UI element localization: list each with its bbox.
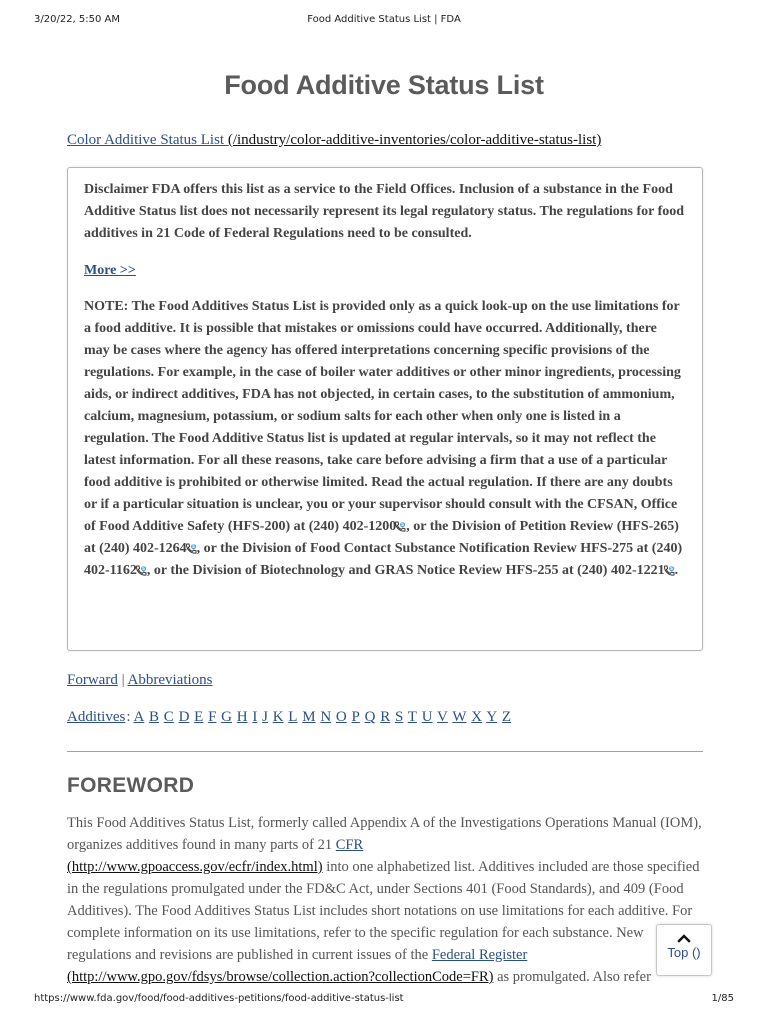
letter-link[interactable]: I — [252, 709, 258, 725]
letter-link[interactable]: N — [320, 709, 332, 725]
letter-link[interactable]: C — [163, 709, 174, 725]
letter-link[interactable]: R — [380, 709, 391, 725]
phone-petition-review: (240) 402-1264 — [99, 541, 187, 556]
note-text: , or the Division of Petition Review (HFS-265) at — [84, 519, 679, 556]
letter-link[interactable]: T — [407, 709, 417, 725]
print-url: https://www.fda.gov/food/food-additives-petitions/food-additive-status-list — [34, 993, 404, 1004]
forward-abbreviations-nav — [67, 672, 213, 689]
additives-link[interactable]: Additives — [67, 709, 126, 725]
foreword-paragraph — [67, 812, 707, 988]
phone-ofas: (240) 402-1200 — [308, 519, 397, 534]
phone-icon[interactable] — [663, 565, 675, 577]
letter-link[interactable]: H — [236, 709, 248, 725]
letter-link[interactable]: K — [272, 709, 284, 725]
nav-separator: | — [117, 672, 128, 688]
letter-link[interactable]: Z — [501, 709, 512, 725]
letter-link[interactable]: B — [149, 709, 160, 725]
letter-link[interactable]: E — [194, 709, 204, 725]
print-page-number: 1/85 — [711, 993, 734, 1004]
svg-text:S: S — [401, 522, 405, 528]
letter-links — [133, 709, 512, 725]
letter-link[interactable]: M — [302, 709, 316, 725]
phone-fcs-review: (240) 402-1162 — [84, 541, 683, 578]
color-additive-url-link[interactable]: (/industry/color-additive-inventories/color-additive-status-list) — [227, 132, 602, 148]
more-paragraph — [84, 260, 686, 282]
alphabet-colon: : — [126, 709, 134, 725]
back-to-top-label: Top () — [667, 945, 701, 960]
foreword-heading: FOREWORD — [67, 774, 195, 797]
back-to-top-button[interactable] — [656, 924, 712, 976]
letter-link[interactable]: A — [133, 709, 145, 725]
disclaimer-text: Disclaimer FDA offers this list as a service to the Field Offices. Inclusion of a substance in the Food Additive Status list does not necessarily represent its legal regulatory status. The regulations for food additives in 21 Code of Federal Regulations need to be consulted. — [84, 182, 685, 241]
disclaimer-box — [67, 167, 703, 651]
cfr-url-link[interactable]: (http://www.gpoaccess.gov/ecfr/index.html) — [67, 859, 323, 875]
alphabet-index — [67, 709, 512, 726]
phone-icon[interactable] — [394, 521, 406, 533]
page-title: Food Additive Status List — [224, 70, 544, 100]
abbreviations-link[interactable]: Abbreviations — [127, 672, 213, 688]
chevron-up-icon — [677, 933, 691, 943]
letter-link[interactable]: X — [471, 709, 483, 725]
letter-link[interactable]: F — [208, 709, 217, 725]
section-divider — [67, 751, 703, 752]
letter-link[interactable]: G — [221, 709, 233, 725]
note-text: , or the Division of Food Contact Substance Notification Review HFS-275 at — [196, 541, 652, 556]
svg-text:S: S — [669, 566, 673, 572]
federal-register-url-link[interactable]: (http://www.gpo.gov/fdsys/browse/collection.action?collectionCode=FR) — [67, 969, 494, 985]
letter-link[interactable]: Q — [364, 709, 376, 725]
federal-register-link[interactable]: Federal Register — [431, 947, 528, 963]
svg-text:S: S — [142, 566, 145, 572]
foreword-body — [67, 812, 707, 988]
letter-link[interactable]: Y — [486, 709, 498, 725]
letter-link[interactable]: V — [437, 709, 448, 725]
svg-text:S: S — [191, 544, 195, 550]
phone-icon[interactable] — [185, 543, 197, 555]
foreword-text: as promulgated. Also refer — [493, 969, 651, 985]
letter-link[interactable]: U — [421, 709, 433, 725]
letter-link[interactable]: W — [452, 709, 467, 725]
letter-link[interactable]: L — [288, 709, 298, 725]
color-additive-link-line — [67, 132, 601, 149]
foreword-text: into one alphabetized list. Additives included are those specified in the regulations promulgated under the FD&C Act, under Sections 401 (Food Standards), and 409 (Food Additives). The Food Additives Status List includes short notations on use limitations for each additive. For complete information on its use limitations, refer to the specific regulation for each substance. New regulations and revisions are published in current issues of the — [67, 859, 700, 963]
more-link[interactable]: More >> — [84, 263, 136, 278]
foreword-text: This Food Additives Status List, formerly called Appendix A of the Investigations Operations Manual (IOM), organizes additives found in many parts of 21 — [67, 815, 702, 853]
note-paragraph — [84, 296, 686, 582]
cfr-link[interactable]: CFR — [335, 837, 364, 853]
letter-link[interactable]: S — [394, 709, 404, 725]
letter-link[interactable]: D — [178, 709, 190, 725]
phone-gras-review: (240) 402-1221 — [577, 563, 665, 578]
note-text: NOTE: The Food Additives Status List is provided only as a quick look-up on the use limitations for a food additive. It is possible that mistakes or omissions could have occurred. Additionally, there may be cases where the agency has offered interpretations concerning specific provisions of the regulations. For example, in the case of boiler water additives or other minor ingredients, processing aids, or indirect additives, FDA has not objected, in certain cases, to the substitution of ammonium, calcium, magnesium, potassium, or sodium salts for each other when only one is listed in a regulation. The Food Additive Status list is updated at regular intervals, so it may not reflect the latest information. For all these reasons, take care before advising a firm that a use of a particular food additive is prohibited or otherwise limited. Read the actual regulation. If there are any doubts or if a particular situation is unclear, you or your supervisor should consult with the CFSAN, Office of Food Additive Safety (HFS-200) at — [84, 299, 681, 534]
note-text: , or the Division of Biotechnology and GRAS Notice Review HFS-255 at — [146, 563, 578, 578]
color-additive-status-link[interactable]: Color Additive Status List — [67, 132, 228, 148]
letter-link[interactable]: J — [262, 709, 268, 725]
letter-link[interactable]: O — [335, 709, 347, 725]
print-timestamp: 3/20/22, 5:50 AM — [34, 14, 121, 25]
forward-link[interactable]: Forward — [67, 672, 118, 688]
letter-link[interactable]: P — [351, 709, 360, 725]
print-page-title: Food Additive Status List | FDA — [307, 14, 461, 25]
note-text: . — [674, 563, 679, 578]
phone-icon[interactable] — [135, 565, 147, 577]
